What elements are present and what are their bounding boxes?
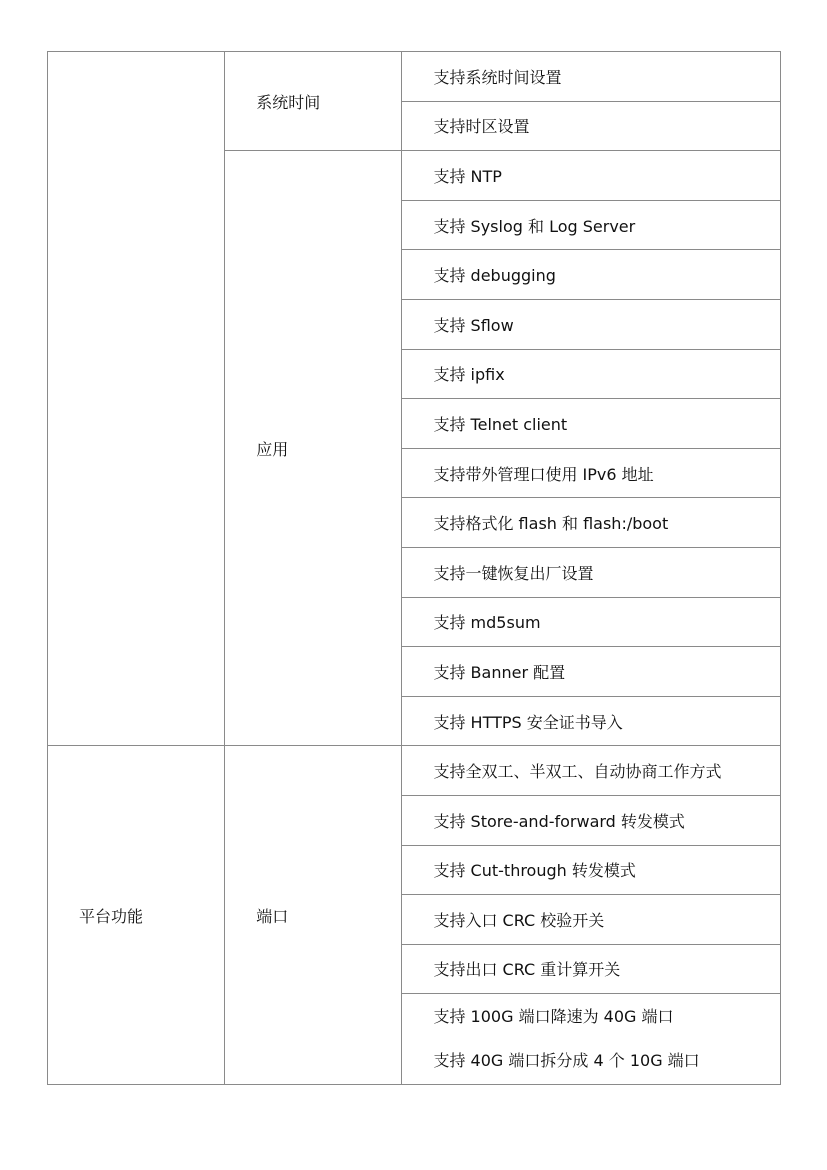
feature-cell: 支持一键恢复出厂设置 (402, 547, 781, 597)
feature-cell: 支持 Syslog 和 Log Server (402, 200, 781, 250)
subcategory-cell: 应用 (225, 151, 402, 746)
feature-cell: 支持时区设置 (402, 101, 781, 151)
feature-cell: 支持 Banner 配置 (402, 647, 781, 697)
feature-cell: 支持 Sflow (402, 299, 781, 349)
feature-cell: 支持 Cut-through 转发模式 (402, 845, 781, 895)
table-row (48, 746, 781, 796)
feature-cell: 支持带外管理口使用 IPv6 地址 (402, 448, 781, 498)
table-row (48, 52, 781, 102)
feature-cell: 支持 HTTPS 安全证书导入 (402, 696, 781, 746)
subcategory-cell: 系统时间 (225, 52, 402, 151)
subcategory-cell: 端口 (225, 746, 402, 1085)
category-cell (48, 52, 225, 746)
category-cell: 平台功能 (48, 746, 225, 1085)
feature-cell: 支持 NTP (402, 151, 781, 201)
feature-cell: 支持出口 CRC 重计算开关 (402, 944, 781, 994)
feature-line: 支持 100G 端口降速为 40G 端口 (433, 1007, 674, 1027)
feature-line: 支持 40G 端口拆分成 4 个 10G 端口 (433, 1051, 700, 1071)
feature-cell: 支持格式化 flash 和 flash:/boot (402, 498, 781, 548)
feature-cell: 支持全双工、半双工、自动协商工作方式 (402, 746, 781, 796)
feature-spec-table (47, 51, 781, 1085)
feature-cell: 支持 Store-and-forward 转发模式 (402, 795, 781, 845)
feature-cell-multiline (402, 994, 781, 1085)
feature-cell: 支持 debugging (402, 250, 781, 300)
feature-cell: 支持 md5sum (402, 597, 781, 647)
feature-cell: 支持 Telnet client (402, 399, 781, 449)
feature-cell: 支持入口 CRC 校验开关 (402, 895, 781, 945)
feature-cell: 支持系统时间设置 (402, 52, 781, 102)
feature-cell: 支持 ipfix (402, 349, 781, 399)
